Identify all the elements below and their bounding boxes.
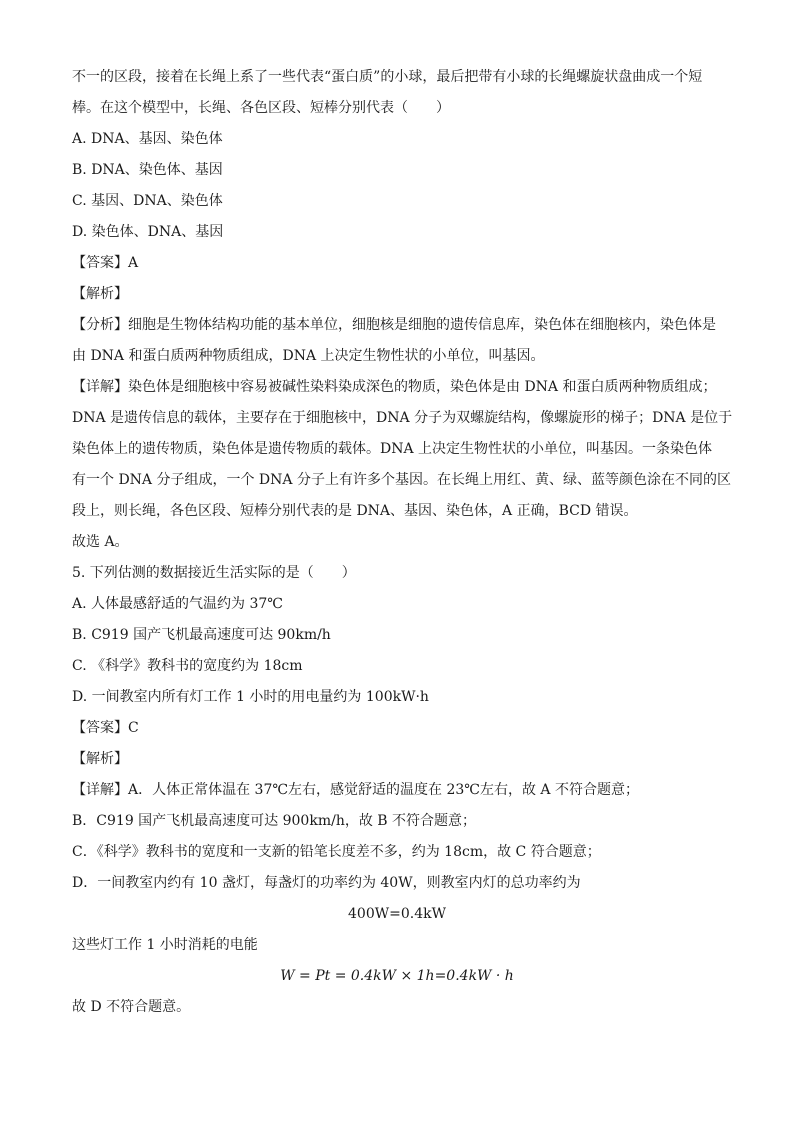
- q4-jiexi-heading: 【解析】: [72, 286, 128, 302]
- q5-conclusion: 故 D 不符合题意。: [72, 999, 191, 1015]
- q4-xiangjie-line-2: DNA 是遗传信息的载体，主要存在于细胞核中，DNA 分子为双螺旋结构，像螺旋形的梯子；DNA 是位于: [72, 410, 733, 426]
- q4-fenxi-line-1: 【分析】细胞是生物体结构功能的基本单位，细胞核是细胞的遗传信息库，染色体在细胞核内，染色体是: [72, 317, 716, 333]
- q5-xiangjie-a: 【详解】A．人体正常体温在 37℃左右，感觉舒适的温度在 23℃左右，故 A 不符合题意；: [72, 782, 639, 798]
- q4-stem-line-2: 棒。在这个模型中，长绳、各色区段、短棒分别代表（ ）: [72, 100, 450, 116]
- q5-option-b: B. C919 国产飞机最高速度可达 90km/h: [72, 627, 331, 643]
- q4-stem-line-1: 不一的区段，接着在长绳上系了一些代表“蛋白质”的小球，最后把带有小球的长绳螺旋状盘曲成一个短: [72, 69, 703, 85]
- q5-formula-power: 400W=0.4kW: [348, 906, 446, 922]
- q4-answer: 【答案】A: [72, 255, 139, 271]
- q5-option-c: C. 《科学》教科书的宽度约为 18cm: [72, 658, 303, 674]
- q4-option-d: D. 染色体、DNA、基因: [72, 224, 224, 240]
- q4-conclusion: 故选 A。: [72, 534, 129, 550]
- q5-xiangjie-c: C．《科学》教科书的宽度和一支新的铅笔长度差不多，约为 18cm，故 C 符合题意；: [72, 844, 601, 860]
- q4-option-b: B. DNA、染色体、基因: [72, 162, 223, 178]
- q4-xiangjie-line-4: 有一个 DNA 分子组成，一个 DNA 分子上有许多个基因。在长绳上用红、黄、绿、蓝等颜色涂在不同的区: [72, 472, 731, 488]
- q5-xiangjie-b: B．C919 国产飞机最高速度可达 900km/h，故 B 不符合题意；: [72, 813, 477, 829]
- q5-option-d: D. 一间教室内所有灯工作 1 小时的用电量约为 100kW·h: [72, 689, 429, 705]
- q4-xiangjie-line-5: 段上，则长绳，各色区段、短棒分别代表的是 DNA、基因、染色体，A 正确，BCD 错误。: [72, 503, 638, 519]
- q5-answer: 【答案】C: [72, 720, 139, 736]
- q5-energy-text: 这些灯工作 1 小时消耗的电能: [72, 937, 258, 953]
- q4-xiangjie-line-3: 染色体上的遗传物质，染色体是遗传物质的载体。DNA 上决定生物性状的小单位，叫基因。一条染色体: [72, 441, 713, 457]
- document-page: [72, 62, 733, 1023]
- q5-stem: 5. 下列估测的数据接近生活实际的是（ ）: [72, 565, 356, 581]
- q4-fenxi-line-2: 由 DNA 和蛋白质两种物质组成，DNA 上决定生物性状的小单位，叫基因。: [72, 348, 545, 364]
- q5-option-a: A. 人体最感舒适的气温约为 37℃: [72, 596, 283, 612]
- q4-option-c: C. 基因、DNA、染色体: [72, 193, 223, 209]
- q4-xiangjie-line-1: 【详解】染色体是细胞核中容易被碱性染料染成深色的物质，染色体是由 DNA 和蛋白质两种物质组成；: [72, 379, 717, 395]
- q4-option-a: A. DNA、基因、染色体: [72, 131, 223, 147]
- q5-jiexi-heading: 【解析】: [72, 751, 128, 767]
- q5-formula-energy: W = Pt = 0.4kW × 1h=0.4kW · h: [280, 968, 514, 984]
- q5-xiangjie-d: D．一间教室内约有 10 盏灯，每盏灯的功率约为 40W，则教室内灯的总功率约为: [72, 875, 581, 891]
